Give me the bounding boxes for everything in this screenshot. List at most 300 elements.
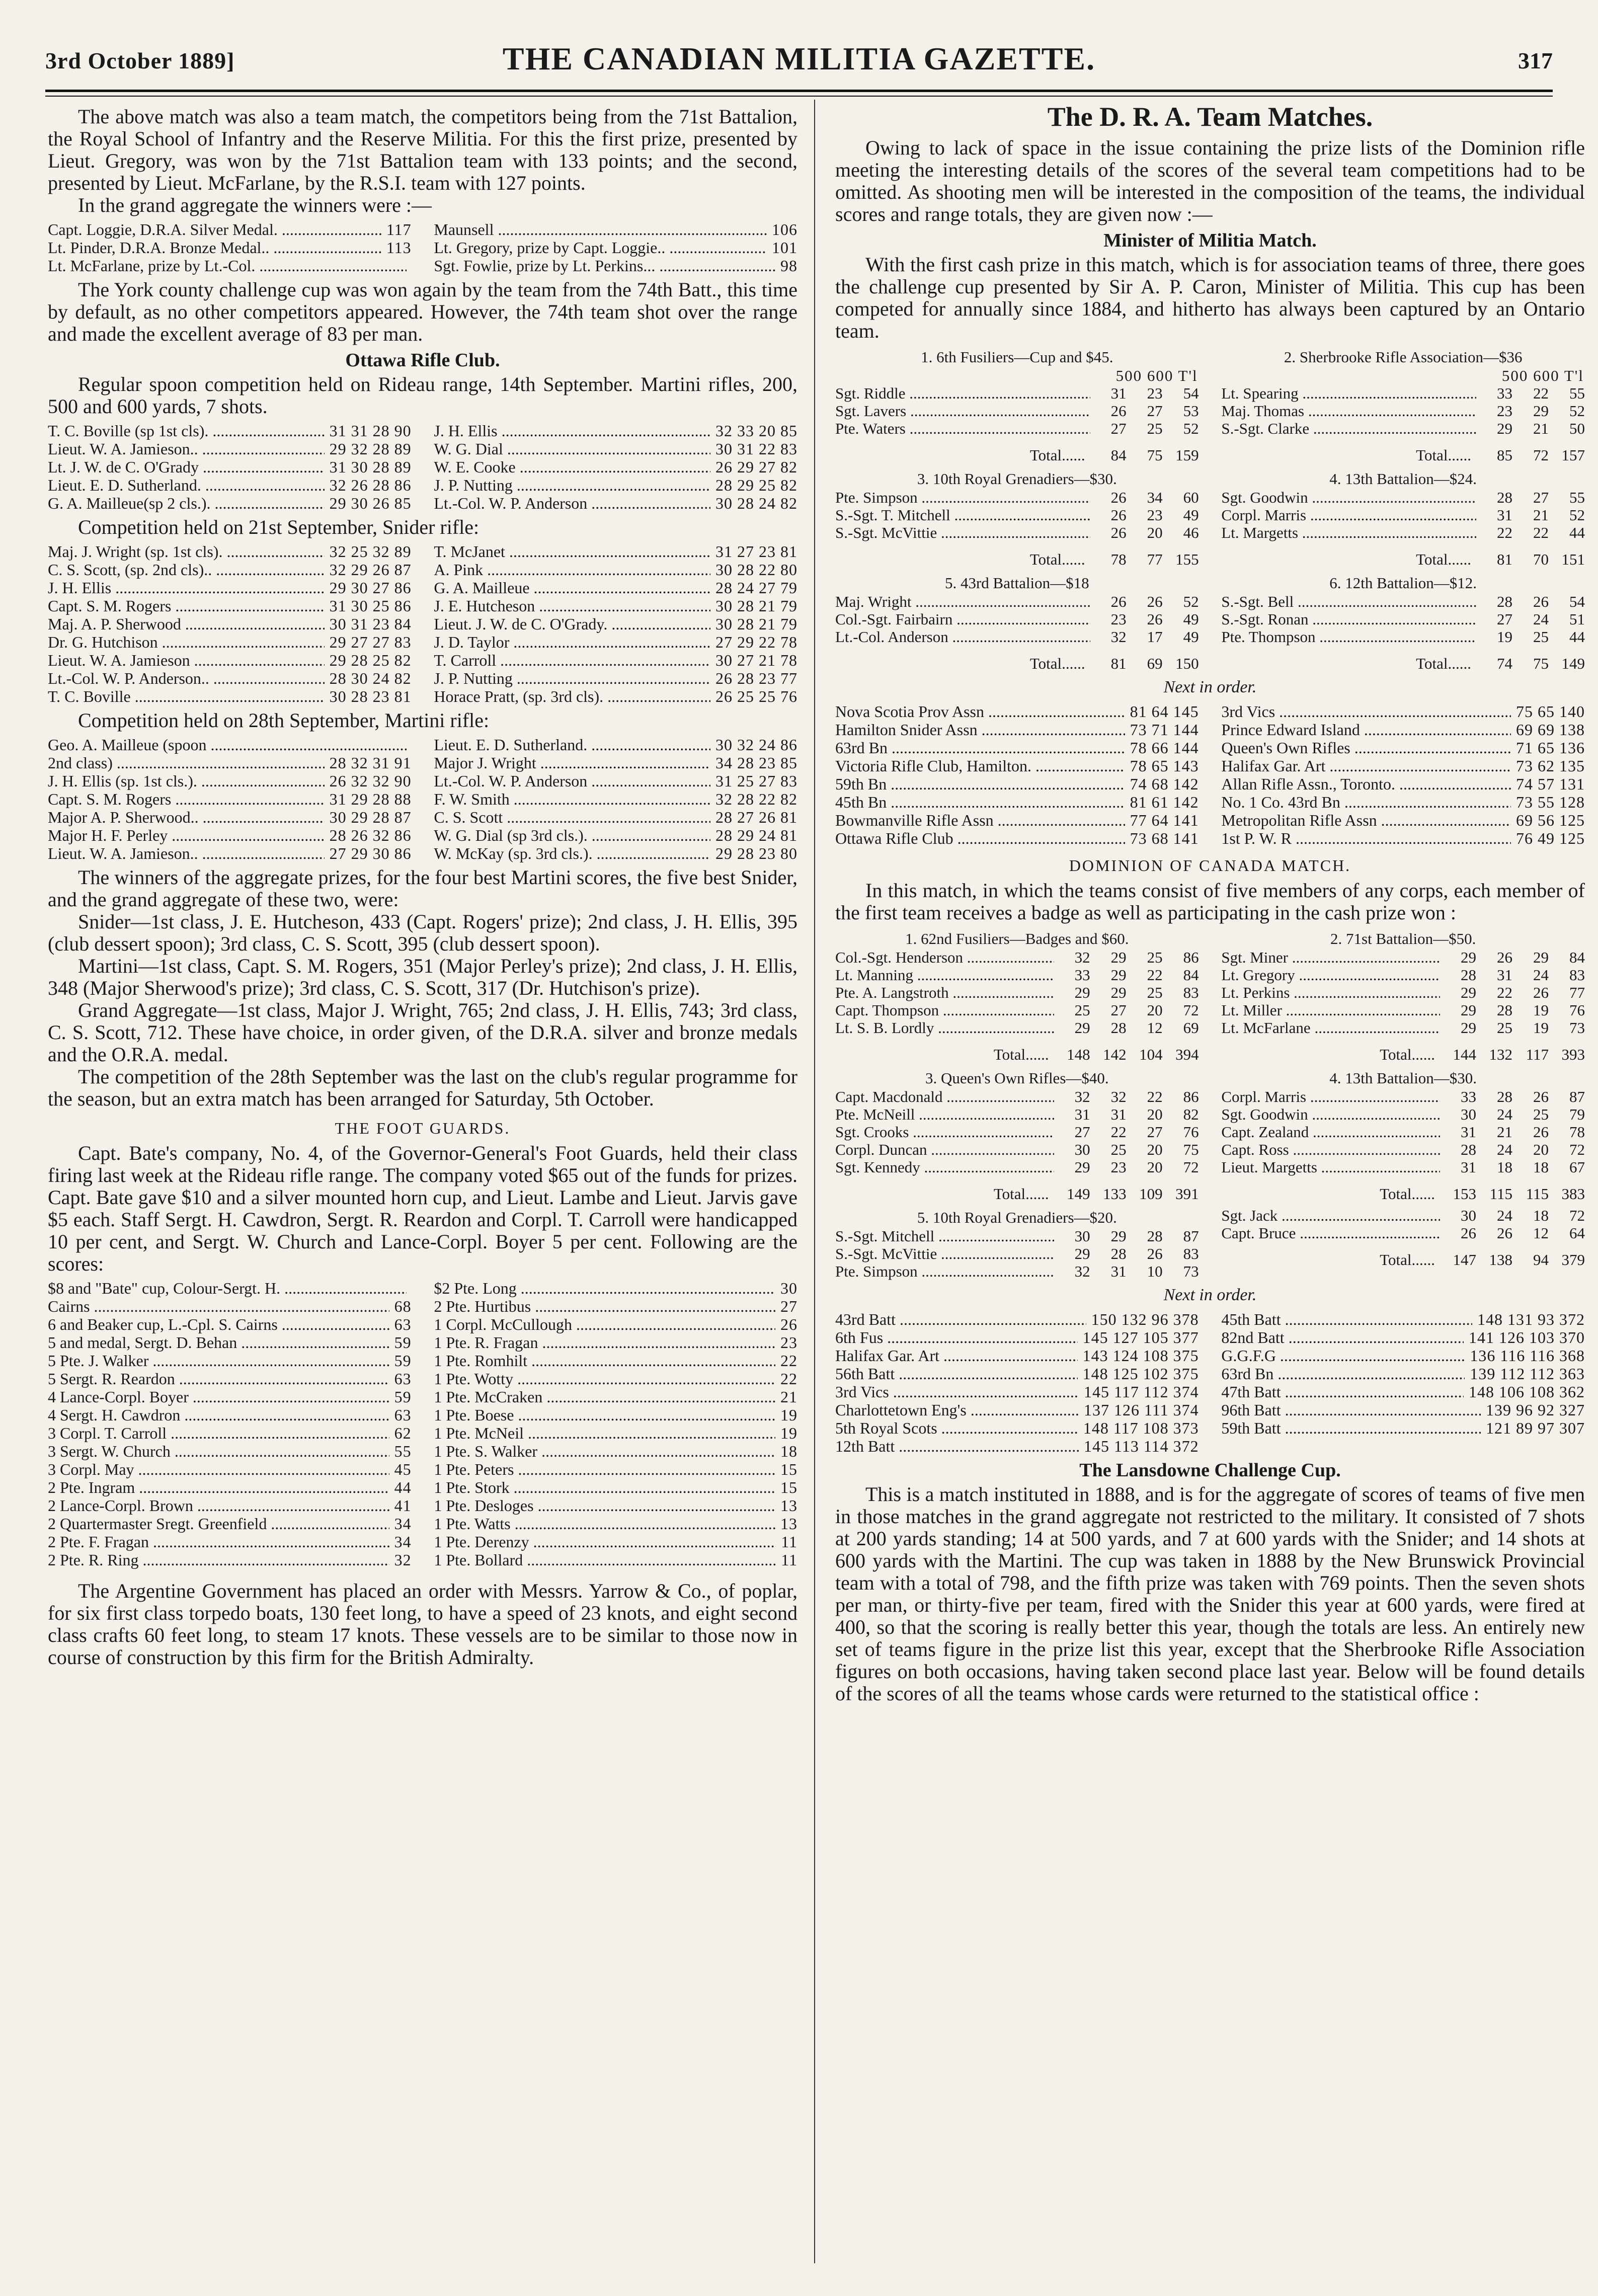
score-entry xyxy=(48,826,412,844)
team-member-row xyxy=(1221,506,1585,524)
member-score: 32 xyxy=(1074,948,1090,966)
prize-entry xyxy=(48,1442,412,1460)
score-entry xyxy=(48,422,412,440)
team-total-row xyxy=(835,1185,1199,1203)
foot-guards-scores xyxy=(48,1279,797,1569)
member-name: Lieut. Margetts ..... xyxy=(1221,1158,1440,1176)
member-name: Lt. Perkins ..... xyxy=(1221,984,1440,1001)
entry-score: 30 28 24 82 xyxy=(715,494,797,512)
member-score: 29 xyxy=(1110,948,1127,966)
entry-name: Lt.-Col. W. P. Anderson ..... xyxy=(434,772,710,790)
team-title: 3. 10th Royal Grenadiers—$30. xyxy=(917,470,1117,488)
team-member-row xyxy=(835,1227,1199,1245)
entry-score: 29 27 27 83 xyxy=(329,633,412,651)
team-total-row xyxy=(1221,655,1585,672)
team-member-row xyxy=(1221,1105,1585,1123)
entry-score: 69 56 125 xyxy=(1516,811,1585,829)
team-member-row xyxy=(835,966,1199,984)
entry-name: Lieut. E. D. Sutherland. ..... xyxy=(434,736,710,754)
header-rule xyxy=(45,90,1553,92)
total-score: 142 xyxy=(1103,1046,1127,1063)
member-score: 49 xyxy=(1183,506,1199,524)
entry-score: 148 125 102 375 xyxy=(1082,1365,1199,1383)
total-label: Total...... xyxy=(1380,1251,1435,1269)
member-score: 77 xyxy=(1569,984,1585,1001)
entry-score: 11 xyxy=(781,1551,797,1569)
entry-score: 145 117 112 374 xyxy=(1084,1383,1199,1401)
team-block xyxy=(835,1209,1199,1280)
member-score: 28 xyxy=(1497,593,1512,610)
score-entry xyxy=(434,440,797,458)
member-score: 25 xyxy=(1533,1105,1549,1123)
paragraph: Owing to lack of space in the issue containing the prize lists of the Dominion rifle meeting the interesting details of the scores of the several team competitions had to be omitted. As shooting men will be interested in the composition of the teams, the individual scores and range totals, they are given now :— xyxy=(835,136,1585,225)
entry-score: 121 89 97 307 xyxy=(1486,1419,1585,1437)
entry-score: 30 32 24 86 xyxy=(715,736,797,754)
entry-score: 150 132 96 378 xyxy=(1091,1310,1199,1328)
entry-score: 34 28 23 85 xyxy=(715,754,797,772)
entry-name: 1 Pte. Desloges ..... xyxy=(434,1496,775,1515)
prize-entry xyxy=(48,1515,412,1533)
member-name: Sgt. Crooks ..... xyxy=(835,1123,1054,1141)
total-label: Total...... xyxy=(1380,1046,1435,1063)
paragraph: With the first cash prize in this match, which is for association teams of three, there goes the challenge cup presented by Sir A. P. Caron, Minister of Militia. This cup has been competed for annually since 1884, and hitherto has always been captured by an Ontario team. xyxy=(835,253,1585,342)
member-score: 26 xyxy=(1110,489,1127,506)
member-score: 29 xyxy=(1110,984,1127,1001)
total-score: 109 xyxy=(1139,1185,1163,1203)
ranking-entry xyxy=(835,702,1199,721)
prize-entry xyxy=(48,1533,412,1551)
entry-score: 30 31 23 84 xyxy=(329,615,412,633)
member-score: 21 xyxy=(1533,420,1549,437)
team-member-row xyxy=(1221,1088,1585,1105)
team-pair xyxy=(835,1207,1585,1280)
prize-entry xyxy=(48,1297,412,1315)
total-score: 149 xyxy=(1561,655,1585,672)
member-score: 23 xyxy=(1110,610,1127,628)
section-heading: DOMINION OF CANADA MATCH. xyxy=(1069,856,1351,875)
entry-score: 68 xyxy=(394,1297,412,1315)
entry-name: 12th Batt ..... xyxy=(835,1437,1079,1455)
member-score: 55 xyxy=(1569,384,1585,402)
total-score: 148 xyxy=(1067,1046,1090,1063)
entry-name: Lt. J. W. de C. O'Grady ..... xyxy=(48,458,325,476)
column-divider xyxy=(814,100,815,2263)
member-score: 28 xyxy=(1110,1245,1127,1262)
member-name: Pte. Thompson ..... xyxy=(1221,628,1476,646)
minister-match-teams xyxy=(835,346,1585,672)
team-block xyxy=(1221,1207,1585,1269)
prize-entry xyxy=(48,1478,412,1496)
entry-name: 5 and medal, Sergt. D. Behan ..... xyxy=(48,1333,389,1352)
team-pair xyxy=(835,1067,1585,1203)
ranking-entry xyxy=(1221,757,1585,775)
entry-name: 2 Pte. Hurtibus ..... xyxy=(434,1297,775,1315)
section-heading: The Lansdowne Challenge Cup. xyxy=(1079,1460,1341,1481)
ranking-entry xyxy=(835,1383,1199,1401)
member-score: 75 xyxy=(1183,1141,1199,1158)
next-in-order: Next in order. xyxy=(1163,678,1257,696)
next-in-order: Next in order. xyxy=(1163,1286,1257,1304)
member-score: 50 xyxy=(1569,420,1585,437)
score-entry xyxy=(434,615,797,633)
grand-aggregate-list xyxy=(48,220,797,275)
member-name: S.-Sgt. Mitchell ..... xyxy=(835,1227,1054,1245)
entry-score: 31 27 23 81 xyxy=(715,542,797,561)
ranking-entry xyxy=(835,811,1199,829)
total-score: 383 xyxy=(1561,1185,1585,1203)
entry-score: 41 xyxy=(394,1496,412,1515)
team-member-row xyxy=(835,610,1199,628)
entry-score: 55 xyxy=(394,1442,412,1460)
entry-score: 63 xyxy=(394,1406,412,1424)
entry-score: 22 xyxy=(780,1352,797,1370)
entry-score: 29 28 25 82 xyxy=(329,651,412,669)
total-score: 132 xyxy=(1489,1046,1512,1063)
member-score: 87 xyxy=(1183,1227,1199,1245)
entry-name: W. E. Cooke ..... xyxy=(434,458,710,476)
entry-score: 74 57 131 xyxy=(1516,775,1585,793)
team-member-row xyxy=(1221,948,1585,966)
team-block xyxy=(1221,1069,1585,1203)
member-score: 20 xyxy=(1533,1141,1549,1158)
team-total-row xyxy=(835,655,1199,672)
member-name: Sgt. Jack ..... xyxy=(1221,1207,1440,1224)
entry-name: 4 Sergt. H. Cawdron ..... xyxy=(48,1406,389,1424)
member-score: 84 xyxy=(1183,966,1199,984)
entry-name: J. P. Nutting ..... xyxy=(434,669,710,687)
member-name: Pte. Waters ..... xyxy=(835,420,1090,437)
team-title: 3. Queen's Own Rifles—$40. xyxy=(925,1069,1109,1087)
entry-score: 59 xyxy=(394,1388,412,1406)
ranking-entry xyxy=(1221,793,1585,811)
entry-score: 28 29 24 81 xyxy=(715,826,797,844)
article-title: The D. R. A. Team Matches. xyxy=(1047,102,1373,132)
entry-name: Lt.-Col. W. P. Anderson ..... xyxy=(434,494,710,512)
entry-name: Sgt. Fowlie, prize by Lt. Perkins... ..... xyxy=(434,257,775,275)
member-score: 29 xyxy=(1074,1245,1090,1262)
total-score: 391 xyxy=(1175,1185,1199,1203)
member-score: 24 xyxy=(1533,966,1549,984)
entry-score: 148 117 108 373 xyxy=(1083,1419,1199,1437)
entry-name: 1 Pte. Romhilt ..... xyxy=(434,1352,775,1370)
member-score: 31 xyxy=(1461,1158,1476,1176)
team-member-row xyxy=(835,628,1199,646)
entry-score: 18 xyxy=(780,1442,797,1460)
entry-name: Capt. S. M. Rogers ..... xyxy=(48,790,325,808)
paragraph: Competition held on 28th September, Martini rifle: xyxy=(78,709,490,732)
entry-name: C. S. Scott, (sp. 2nd cls).. ..... xyxy=(48,561,325,579)
entry-name: 47th Batt ..... xyxy=(1221,1383,1464,1401)
team-member-row xyxy=(835,524,1199,541)
entry-score: 141 126 103 370 xyxy=(1469,1328,1585,1347)
total-score: 81 xyxy=(1110,655,1127,672)
entry-name: 3rd Vics ..... xyxy=(835,1383,1079,1401)
member-name: Corpl. Duncan ..... xyxy=(835,1141,1054,1158)
aggregate-entry xyxy=(434,239,797,257)
ranking-entry xyxy=(1221,1401,1585,1419)
entry-name: Halifax Gar. Art ..... xyxy=(835,1347,1078,1365)
ranking-entry xyxy=(835,1328,1199,1347)
entry-name: J. H. Ellis (sp. 1st cls.). ..... xyxy=(48,772,325,790)
entry-name: Lieut. J. W. de C. O'Grady. ..... xyxy=(434,615,710,633)
total-score: 149 xyxy=(1067,1185,1090,1203)
member-score: 82 xyxy=(1183,1105,1199,1123)
score-entry xyxy=(434,772,797,790)
team-title: 1. 62nd Fusiliers—Badges and $60. xyxy=(905,930,1129,947)
ranking-entry xyxy=(1221,1419,1585,1437)
member-score: 17 xyxy=(1147,628,1163,646)
total-score: 94 xyxy=(1533,1251,1549,1269)
entry-name: Cairns ..... xyxy=(48,1297,389,1315)
entry-score: 32 xyxy=(394,1551,412,1569)
team-title: 5. 10th Royal Grenadiers—$20. xyxy=(917,1209,1117,1226)
member-name: Sgt. Riddle ..... xyxy=(835,384,1090,402)
entry-score: 113 xyxy=(386,239,412,257)
paragraph: The above match was also a team match, the competitors being from the 71st Battalion, the Royal School of Infantry and the Reserve Militia. For this the first prize, presented by Lieut. Gregory, was won by the 71st Battalion team with 133 points; and the second, presented by Lieut. McFarlane, by the R.S.I. team with 127 points. xyxy=(48,105,797,194)
entry-score: 26 29 27 82 xyxy=(715,458,797,476)
member-score: 26 xyxy=(1533,1123,1549,1141)
prize-entry xyxy=(48,1388,412,1406)
member-score: 10 xyxy=(1147,1262,1163,1280)
member-score: 29 xyxy=(1461,948,1476,966)
member-score: 26 xyxy=(1110,524,1127,541)
entry-name: Capt. S. M. Rogers ..... xyxy=(48,597,325,615)
member-score: 30 xyxy=(1074,1227,1090,1245)
member-score: 20 xyxy=(1147,1158,1163,1176)
entry-name: A. Pink ..... xyxy=(434,561,710,579)
entry-name: W. McKay (sp. 3rd cls.). ..... xyxy=(434,844,710,862)
score-entry xyxy=(434,597,797,615)
member-score: 26 xyxy=(1533,984,1549,1001)
score-entry xyxy=(48,651,412,669)
score-entry xyxy=(48,476,412,494)
entry-name: Horace Pratt, (sp. 3rd cls). ..... xyxy=(434,687,710,705)
member-score: 84 xyxy=(1569,948,1585,966)
issue-date: 3rd October 1889] xyxy=(45,48,235,73)
entry-name: 1 Pte. Wotty ..... xyxy=(434,1370,775,1388)
member-score: 23 xyxy=(1110,1158,1127,1176)
entry-score: 29 30 26 85 xyxy=(329,494,412,512)
member-score: 28 xyxy=(1497,1001,1512,1019)
member-score: 52 xyxy=(1569,506,1585,524)
entry-score: 29 28 23 80 xyxy=(715,844,797,862)
member-score: 29 xyxy=(1074,1158,1090,1176)
member-score: 27 xyxy=(1110,1001,1127,1019)
score-entry xyxy=(434,561,797,579)
entry-name: 2nd class) ..... xyxy=(48,754,325,772)
score-entry xyxy=(434,651,797,669)
entry-score: 32 33 20 85 xyxy=(715,422,797,440)
team-title: 6. 12th Battalion—$12. xyxy=(1329,574,1477,592)
total-score: 394 xyxy=(1175,1046,1199,1063)
entry-score: 32 29 26 87 xyxy=(329,561,412,579)
entry-name: 1 Pte. R. Fragan ..... xyxy=(434,1333,775,1352)
entry-name: 1 Pte. McCraken ..... xyxy=(434,1388,775,1406)
member-score: 25 xyxy=(1497,1019,1512,1037)
team-block xyxy=(835,348,1199,464)
entry-name: Lieut. W. A. Jamieson ..... xyxy=(48,651,325,669)
entry-name: 1 Pte. Boese ..... xyxy=(434,1406,775,1424)
entry-score: 139 112 112 363 xyxy=(1470,1365,1585,1383)
member-name: Pte. Simpson ..... xyxy=(835,1262,1054,1280)
member-score: 64 xyxy=(1569,1224,1585,1242)
aggregate-entry xyxy=(48,239,412,257)
score-entry xyxy=(434,476,797,494)
member-score: 33 xyxy=(1461,1088,1476,1105)
member-score: 29 xyxy=(1533,402,1549,420)
member-score: 21 xyxy=(1533,506,1549,524)
member-score: 28 xyxy=(1497,489,1512,506)
member-score: 29 xyxy=(1110,1227,1127,1245)
entry-score: 59 xyxy=(394,1333,412,1352)
paragraph: The York county challenge cup was won again by the team from the 74th Batt., this time by default, as no other competitors appeared. However, the 74th team shot over the range and made the excellent average of 83 per man. xyxy=(48,278,797,345)
team-block xyxy=(835,1069,1199,1203)
member-score: 26 xyxy=(1461,1224,1476,1242)
entry-name: 1 Pte. Watts ..... xyxy=(434,1515,775,1533)
team-total-row xyxy=(1221,446,1585,464)
entry-name: 96th Batt ..... xyxy=(1221,1401,1481,1419)
member-score: 67 xyxy=(1569,1158,1585,1176)
member-score: 22 xyxy=(1533,524,1549,541)
member-score: 49 xyxy=(1183,628,1199,646)
entry-name: No. 1 Co. 43rd Bn ..... xyxy=(1221,793,1511,811)
entry-score: 106 xyxy=(772,220,797,239)
team-member-row xyxy=(1221,1019,1585,1037)
entry-name: Geo. A. Mailleue (spoon ..... xyxy=(48,736,407,754)
entry-score: 73 55 128 xyxy=(1516,793,1585,811)
entry-score: 31 30 28 89 xyxy=(329,458,412,476)
total-score: 74 xyxy=(1497,655,1512,672)
entry-name: 2 Pte. F. Fragan ..... xyxy=(48,1533,389,1551)
total-score: 104 xyxy=(1139,1046,1163,1063)
ranking-entry xyxy=(1221,1310,1585,1328)
member-score: 12 xyxy=(1147,1019,1163,1037)
entry-score: 15 xyxy=(780,1460,797,1478)
ranking-entry xyxy=(1221,702,1585,721)
prize-entry xyxy=(434,1388,797,1406)
entry-score: 81 64 145 xyxy=(1130,702,1199,721)
prize-entry xyxy=(434,1424,797,1442)
member-score: 25 xyxy=(1147,420,1163,437)
section-heading: Ottawa Rifle Club. xyxy=(345,350,500,371)
total-score: 117 xyxy=(1526,1046,1549,1063)
snider-scores xyxy=(48,542,797,705)
member-name: Corpl. Marris ..... xyxy=(1221,1088,1440,1105)
member-score: 22 xyxy=(1497,524,1512,541)
member-score: 29 xyxy=(1110,966,1127,984)
prize-entry xyxy=(48,1406,412,1424)
team-member-row xyxy=(1221,1141,1585,1158)
team-member-row xyxy=(835,402,1199,420)
member-name: Sgt. Goodwin ..... xyxy=(1221,1105,1440,1123)
ranking-entry xyxy=(835,1419,1199,1437)
total-score: 157 xyxy=(1561,446,1585,464)
member-score: 72 xyxy=(1569,1207,1585,1224)
entry-name: Lt.-Col. W. P. Anderson.. ..... xyxy=(48,669,325,687)
prize-entry xyxy=(434,1352,797,1370)
entry-score: 30 xyxy=(780,1279,797,1297)
team-pair xyxy=(835,572,1585,672)
total-score: 115 xyxy=(1489,1185,1512,1203)
total-score: 138 xyxy=(1489,1251,1512,1269)
member-score: 23 xyxy=(1147,384,1163,402)
member-name: Pte. A. Langstroth ..... xyxy=(835,984,1054,1001)
member-score: 26 xyxy=(1497,1224,1512,1242)
entry-name: 45th Batt ..... xyxy=(1221,1310,1472,1328)
member-name: Sgt. Lavers ..... xyxy=(835,402,1090,420)
entry-name: Lt. Gregory, prize by Capt. Loggie.. ..... xyxy=(434,239,767,257)
member-name: Capt. Ross ..... xyxy=(1221,1141,1440,1158)
entry-score: 78 66 144 xyxy=(1130,739,1199,757)
member-score: 26 xyxy=(1147,593,1163,610)
prize-entry xyxy=(48,1460,412,1478)
entry-name: 56th Batt ..... xyxy=(835,1365,1078,1383)
member-score: 29 xyxy=(1461,1001,1476,1019)
entry-name: 2 Quartermaster Sregt. Greenfield ..... xyxy=(48,1515,389,1533)
score-entry xyxy=(434,826,797,844)
score-entry xyxy=(434,579,797,597)
member-score: 55 xyxy=(1569,489,1585,506)
total-label: Total...... xyxy=(1029,655,1085,672)
team-pair xyxy=(835,928,1585,1063)
entry-score: 74 68 142 xyxy=(1130,775,1199,793)
member-name: Lt. Margetts ..... xyxy=(1221,524,1476,541)
entry-name: Queen's Own Rifles ..... xyxy=(1221,739,1511,757)
entry-score: 136 116 116 368 xyxy=(1470,1347,1585,1365)
entry-name: 1 Pte. Derenzy ..... xyxy=(434,1533,776,1551)
entry-name: $2 Pte. Long ..... xyxy=(434,1279,775,1297)
total-label: Total...... xyxy=(993,1046,1049,1063)
entry-name: 5 Pte. J. Walker ..... xyxy=(48,1352,389,1370)
member-score: 44 xyxy=(1569,524,1585,541)
team-member-row xyxy=(835,1019,1199,1037)
total-score: 75 xyxy=(1147,446,1163,464)
team-total-row xyxy=(1221,1046,1585,1063)
prize-entry xyxy=(48,1424,412,1442)
paragraph: Snider—1st class, J. E. Hutcheson, 433 (Capt. Rogers' prize); 2nd class, J. H. Ellis, 395 (club dessert spoon); 3rd class, C. S. Scott, 395 (club dessert spoon). xyxy=(48,910,797,955)
total-score: 72 xyxy=(1533,446,1549,464)
prize-entry xyxy=(434,1370,797,1388)
score-entry xyxy=(48,772,412,790)
paragraph: In the grand aggregate the winners were :— xyxy=(78,194,432,216)
member-score: 28 xyxy=(1110,1019,1127,1037)
entry-name: Ottawa Rifle Club ..... xyxy=(835,829,1125,847)
score-entry xyxy=(434,790,797,808)
member-score: 31 xyxy=(1497,506,1512,524)
entry-score: 31 25 27 83 xyxy=(715,772,797,790)
member-score: 22 xyxy=(1497,984,1512,1001)
team-title: 1. 6th Fusiliers—Cup and $45. xyxy=(921,348,1113,366)
ranking-entry xyxy=(835,1437,1199,1455)
score-entry xyxy=(48,790,412,808)
member-name: Sgt. Goodwin ..... xyxy=(1221,489,1476,506)
team-member-row xyxy=(835,506,1199,524)
team-block xyxy=(835,470,1199,568)
entry-name: W. G. Dial ..... xyxy=(434,440,710,458)
prize-entry xyxy=(48,1333,412,1352)
entry-score: 62 xyxy=(394,1424,412,1442)
entry-score: 63 xyxy=(394,1370,412,1388)
score-entry xyxy=(434,422,797,440)
ranking-entry xyxy=(835,721,1199,739)
entry-name: Capt. Loggie, D.R.A. Silver Medal. ..... xyxy=(48,220,381,239)
entry-score: 59 xyxy=(394,1352,412,1370)
total-score: 70 xyxy=(1533,550,1549,568)
entry-score: 98 xyxy=(780,257,797,275)
member-score: 25 xyxy=(1074,1001,1090,1019)
entry-score: 101 xyxy=(772,239,797,257)
entry-name: Major A. P. Sherwood.. ..... xyxy=(48,808,325,826)
